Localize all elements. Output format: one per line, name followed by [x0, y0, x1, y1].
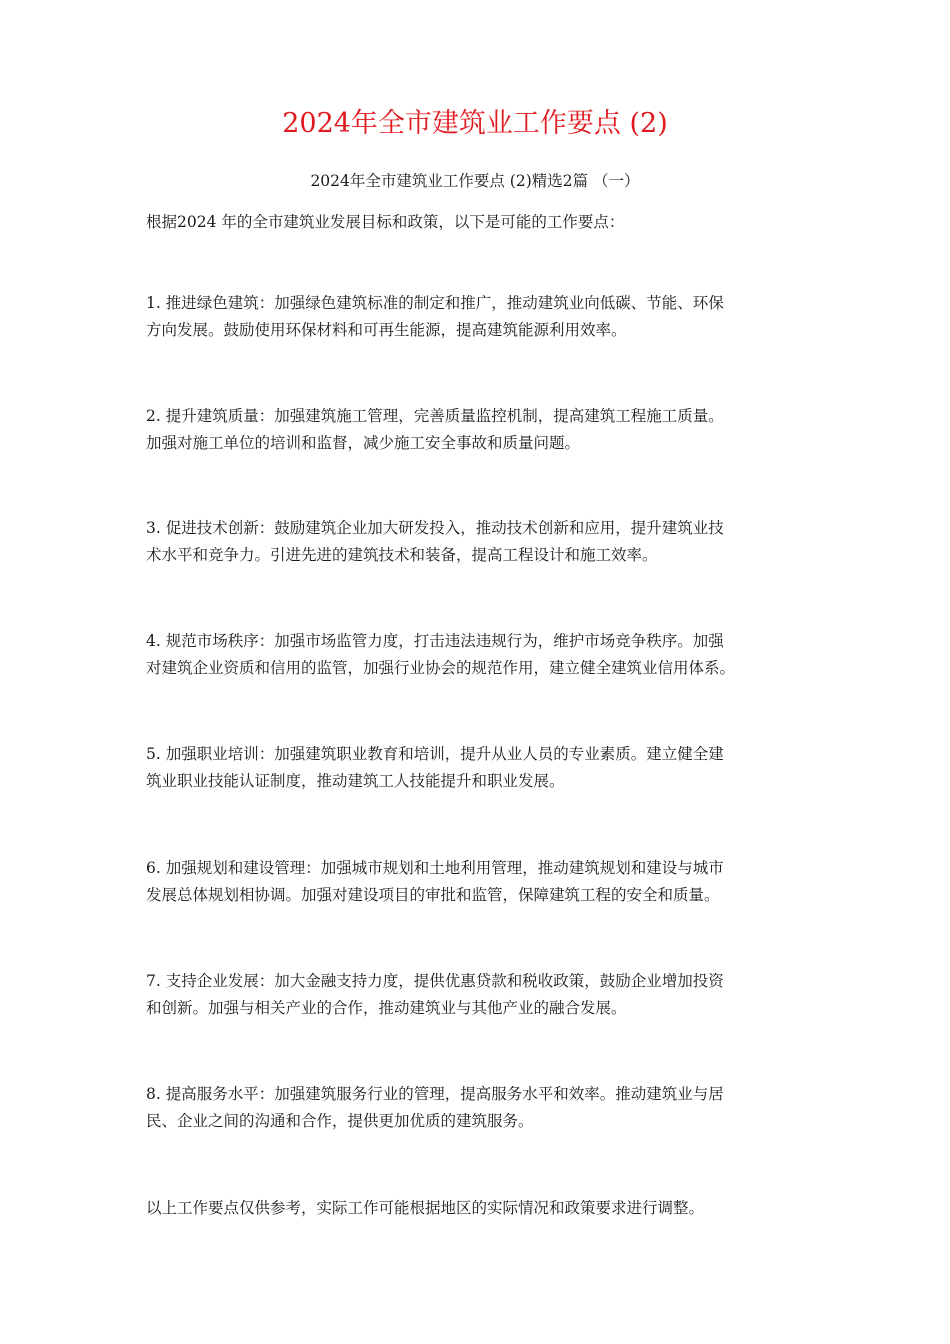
work-point-1: [146, 290, 818, 344]
work-point-8: [146, 1081, 818, 1135]
work-point-2-line-2: 加强对施工单位的培训和监督，减少施工安全事故和质量问题。: [146, 434, 581, 452]
document-title: 2024年全市建筑业工作要点 (2): [282, 108, 668, 139]
work-point-7-line-1: 7. 支持企业发展：加大金融支持力度，提供优惠贷款和税收政策，鼓励企业增加投资: [146, 972, 724, 990]
work-point-4-line-1: 4. 规范市场秩序：加强市场监管力度，打击违法违规行为，维护市场竞争秩序。加强: [146, 632, 724, 650]
work-point-1-line-2: 方向发展。鼓励使用环保材料和可再生能源，提高建筑能源利用效率。: [146, 321, 627, 339]
work-point-2: [146, 403, 818, 457]
work-point-8-line-2: 民、企业之间的沟通和合作，提供更加优质的建筑服务。: [146, 1112, 534, 1130]
work-point-5-line-1: 5. 加强职业培训：加强建筑职业教育和培训，提升从业人员的专业素质。建立健全建: [146, 745, 724, 763]
work-point-6-line-1: 6. 加强规划和建设管理：加强城市规划和土地利用管理，推动建筑规划和建设与城市: [146, 859, 724, 877]
work-point-6-line-2: 发展总体规划相协调。加强对建设项目的审批和监管，保障建筑工程的安全和质量。: [146, 886, 720, 904]
work-point-3: [146, 515, 818, 569]
work-point-5: [146, 741, 818, 795]
work-point-5-line-2: 筑业职业技能认证制度，推动建筑工人技能提升和职业发展。: [146, 772, 565, 790]
work-point-2-line-1: 2. 提升建筑质量：加强建筑施工管理，完善质量监控机制，提高建筑工程施工质量。: [146, 407, 724, 425]
work-point-8-line-1: 8. 提高服务水平：加强建筑服务行业的管理，提高服务水平和效率。推动建筑业与居: [146, 1085, 724, 1103]
work-point-1-line-1: 1. 推进绿色建筑：加强绿色建筑标准的制定和推广，推动建筑业向低碳、节能、环保: [146, 294, 724, 312]
intro-paragraph: 根据2024 年的全市建筑业发展目标和政策，以下是可能的工作要点：: [146, 213, 625, 231]
work-point-3-line-2: 术水平和竞争力。引进先进的建筑技术和装备，提高工程设计和施工效率。: [146, 546, 658, 564]
work-point-4: [146, 628, 818, 682]
work-point-6: [146, 855, 818, 909]
work-point-7-line-2: 和创新。加强与相关产业的合作，推动建筑业与其他产业的融合发展。: [146, 999, 627, 1017]
work-point-3-line-1: 3. 促进技术创新：鼓励建筑企业加大研发投入，推动技术创新和应用，提升建筑业技: [146, 519, 724, 537]
document-subtitle: 2024年全市建筑业工作要点 (2)精选2篇 （一）: [310, 172, 640, 190]
closing-paragraph: 以上工作要点仅供参考，实际工作可能根据地区的实际情况和政策要求进行调整。: [146, 1199, 705, 1217]
work-point-4-line-2: 对建筑企业资质和信用的监管，加强行业协会的规范作用，建立健全建筑业信用体系。: [146, 659, 736, 677]
work-point-7: [146, 968, 818, 1022]
